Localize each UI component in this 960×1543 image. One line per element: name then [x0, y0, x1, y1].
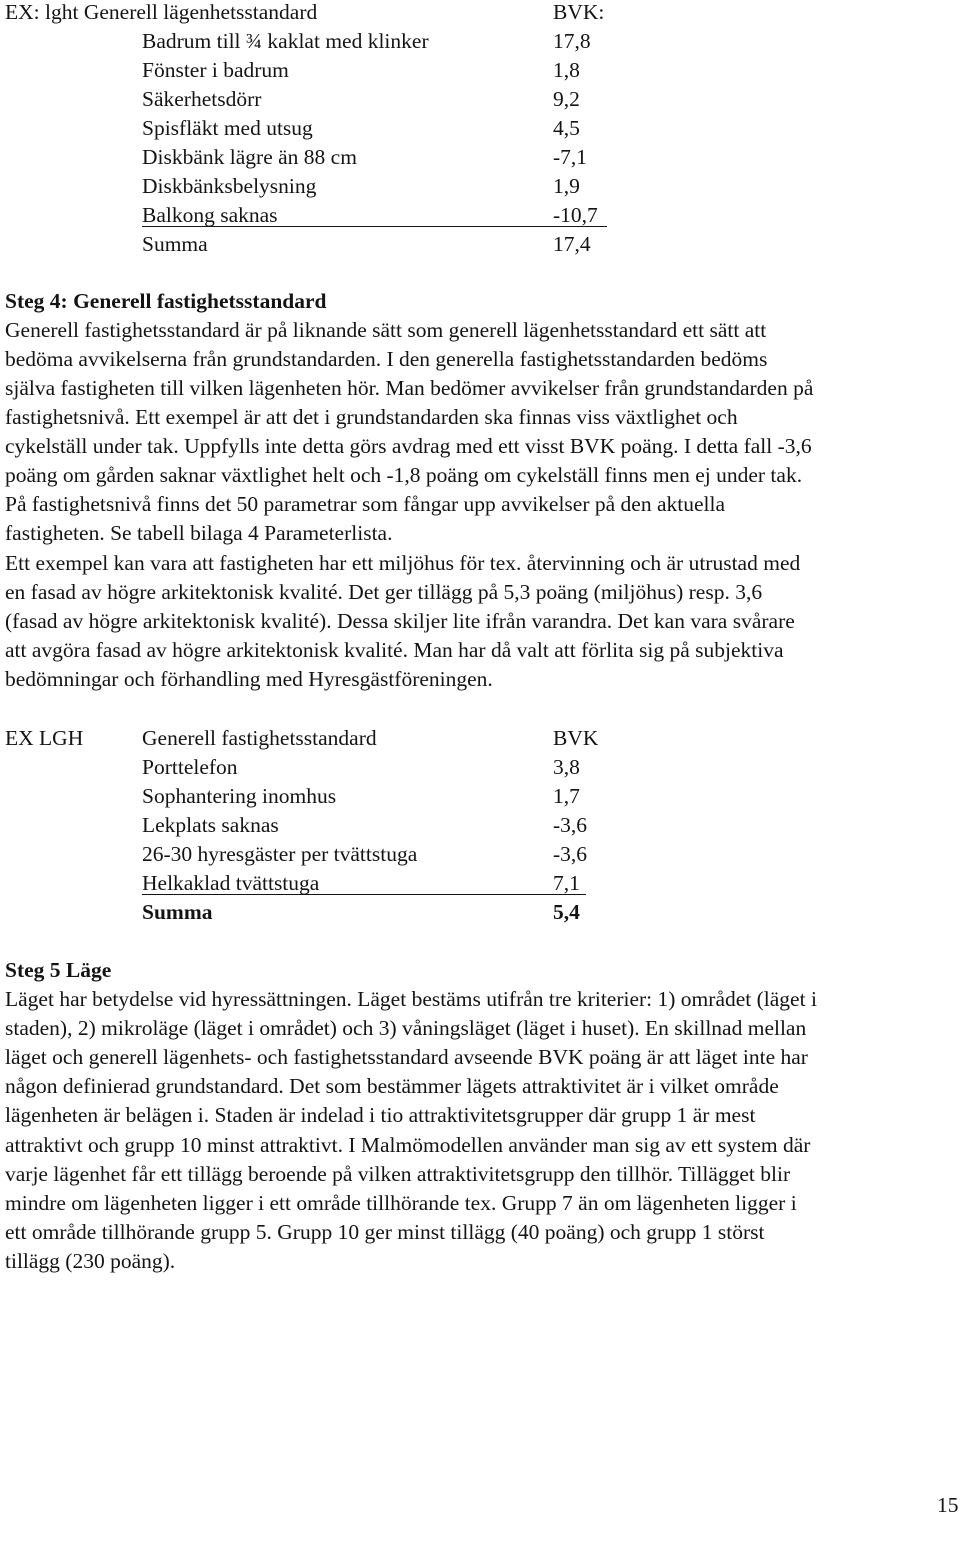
table1-row-item: Fönster i badrum [142, 58, 289, 82]
table1-row-item: Balkong saknas [142, 203, 278, 227]
section5-line: tillägg (230 poäng). [5, 1249, 176, 1273]
table1-sum-rule [142, 226, 607, 227]
section5-line: lägenheten är belägen i. Staden är indelad i tio attraktivitetsgrupper där grupp 1 är mest [5, 1103, 756, 1127]
table2-sum-value: 5,4 [553, 900, 580, 924]
table1-sum-label: Summa [142, 232, 208, 256]
table1-row-value: 9,2 [553, 87, 580, 111]
section5-line: någon definierad grundstandard. Det som bestämmer lägets attraktivitet är i vilket område [5, 1074, 779, 1098]
section5-line: staden), 2) mikroläge (läget i området) och 3) våningsläget (läget i huset). En skillnad mellan [5, 1016, 807, 1040]
table1-bvk-header: BVK: [553, 0, 605, 24]
section4-line: Generell fastighetsstandard är på liknande sätt som generell lägenhetsstandard ett sätt att [5, 318, 767, 342]
page-number: 15 [937, 1493, 959, 1517]
table1-row-value: 17,8 [553, 29, 591, 53]
table2-sum-rule [142, 894, 586, 895]
section4-line: fastigheten. Se tabell bilaga 4 Parameterlista. [5, 521, 393, 545]
table2-row-item: 26-30 hyresgäster per tvättstuga [142, 842, 418, 866]
table2-row-item: Porttelefon [142, 755, 238, 779]
table2-label: EX LGH [5, 726, 84, 750]
section4-line: bedöma avvikelserna från grundstandarden. I den generella fastighetsstandarden bedöms [5, 347, 768, 371]
section5-line: läget och generell lägenhets- och fastighetsstandard avseende BVK poäng är att läget inte har [5, 1045, 808, 1069]
section5-line: Läget har betydelse vid hyressättningen. Läget bestäms utifrån tre kriterier: 1) området (läget i [5, 987, 817, 1011]
section4-line: Ett exempel kan vara att fastigheten har ett miljöhus för tex. återvinning och är utrustad med [5, 551, 801, 575]
table1-row-item: Diskbänksbelysning [142, 174, 317, 198]
table1-row-item: Spisfläkt med utsug [142, 116, 313, 140]
table2-bvk-header: BVK [553, 726, 599, 750]
table2-row-value: 7,1 [553, 871, 580, 895]
section4-heading: Steg 4: Generell fastighetsstandard [5, 289, 327, 313]
section4-line: fastighetsnivå. Ett exempel är att det i grundstandarden ska finnas viss växtlighet och [5, 405, 738, 429]
section4-line: att avgöra fasad av högre arkitektonisk kvalité. Man har då valt att förlita sig på subjektiva [5, 638, 784, 662]
table1-row-value: 4,5 [553, 116, 580, 140]
table1-row-value: 1,8 [553, 58, 580, 82]
table1-row-item: Säkerhetsdörr [142, 87, 262, 111]
section5-line: attraktivt och grupp 10 minst attraktivt. I Malmömodellen använder man sig av ett system där [5, 1133, 811, 1157]
table1-heading: EX: lght Generell lägenhetsstandard [5, 0, 318, 24]
table1-row-value: 1,9 [553, 174, 580, 198]
table1-row-item: Badrum till ¾ kaklat med klinker [142, 29, 429, 53]
section4-line: På fastighetsnivå finns det 50 parametrar som fångar upp avvikelser på den aktuella [5, 492, 726, 516]
table2-row-item: Helkaklad tvättstuga [142, 871, 320, 895]
section5-line: mindre om lägenheten ligger i ett område tillhörande tex. Grupp 7 än om lägenheten ligger i [5, 1191, 797, 1215]
table2-row-item: Sophantering inomhus [142, 784, 337, 808]
table1-row-value: -10,7 [553, 203, 598, 227]
section4-line: en fasad av högre arkitektonisk kvalité. Det ger tillägg på 5,3 poäng (miljöhus) resp. 3,6 [5, 580, 763, 604]
section4-line: poäng om gården saknar växtlighet helt och -1,8 poäng om cykelställ finns men ej under tak. [5, 463, 803, 487]
table2-heading: Generell fastighetsstandard [142, 726, 377, 750]
section5-line: ett område tillhörande grupp 5. Grupp 10 ger minst tillägg (40 poäng) och grupp 1 störst [5, 1220, 765, 1244]
table2-row-item: Lekplats saknas [142, 813, 279, 837]
table2-row-value: 1,7 [553, 784, 580, 808]
table2-row-value: -3,6 [553, 813, 588, 837]
table1-row-item: Diskbänk lägre än 88 cm [142, 145, 357, 169]
section4-line: bedömningar och förhandling med Hyresgästföreningen. [5, 667, 493, 691]
section5-heading: Steg 5 Läge [5, 958, 112, 982]
table1-sum-value: 17,4 [553, 232, 591, 256]
section4-line: cykelställ under tak. Uppfylls inte detta görs avdrag med ett visst BVK poäng. I detta fall -3,6 [5, 434, 812, 458]
section5-line: varje lägenhet får ett tillägg beroende på vilken attraktivitetsgrupp den tillhör. Tillägget blir [5, 1162, 791, 1186]
table2-sum-label: Summa [142, 900, 213, 924]
table2-row-value: 3,8 [553, 755, 580, 779]
section4-line: själva fastigheten till vilken lägenheten hör. Man bedömer avvikelser från grundstandarden på [5, 376, 814, 400]
section4-line: (fasad av högre arkitektonisk kvalité). Dessa skiljer lite ifrån varandra. Det kan vara svårare [5, 609, 795, 633]
table1-row-value: -7,1 [553, 145, 588, 169]
table2-row-value: -3,6 [553, 842, 588, 866]
